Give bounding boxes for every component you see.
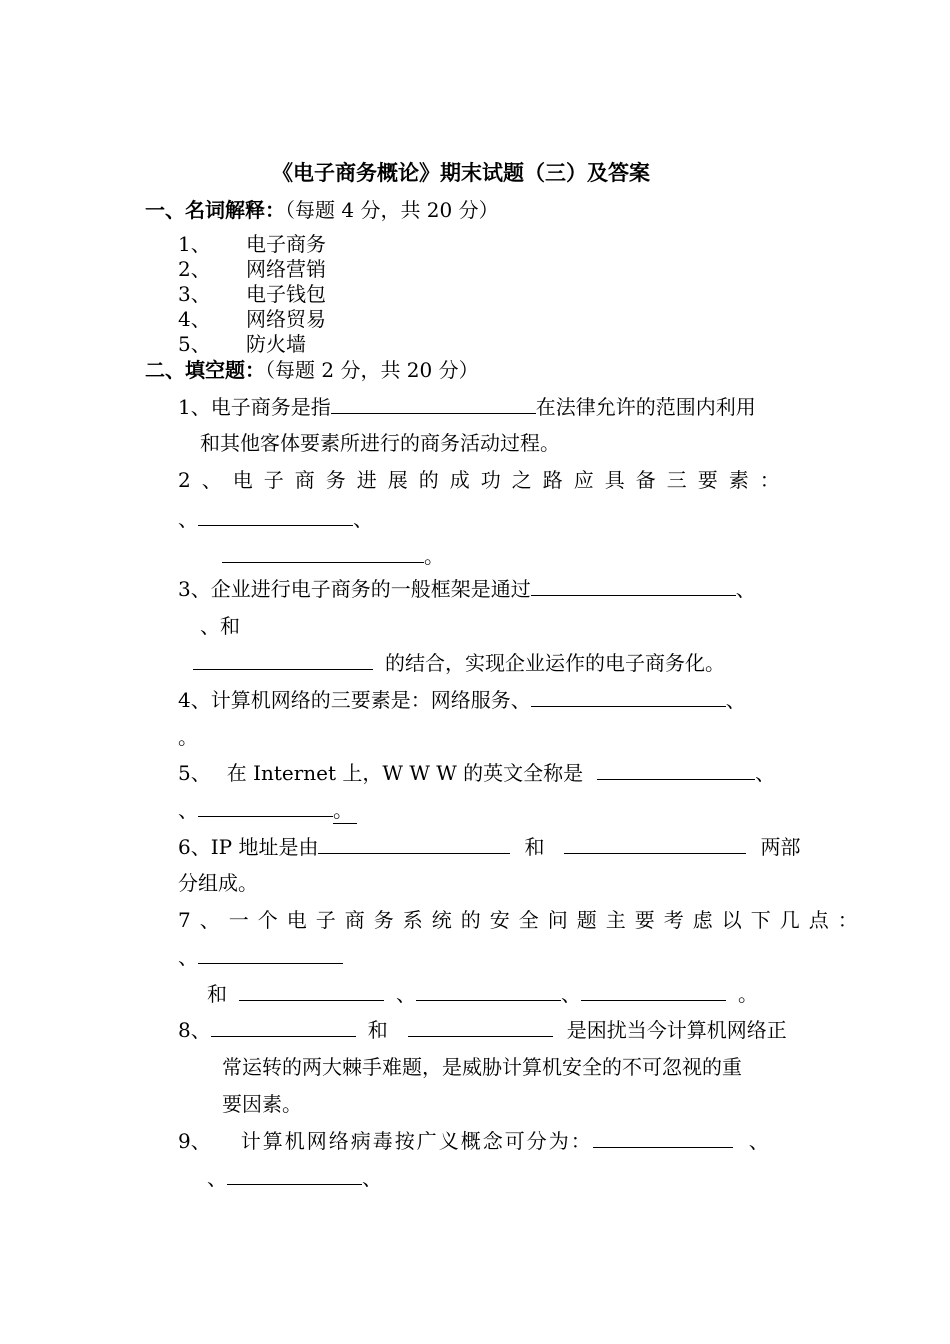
- answer-blank[interactable]: [239, 982, 384, 1001]
- item-number: 1、: [178, 232, 211, 256]
- answer-blank[interactable]: [416, 982, 561, 1001]
- question-7-line-1: 7、一个电子商务系统的安全问题主要考虑以下几点：: [178, 908, 867, 932]
- question-9-line-1: 9、 计算机网络病毒按广义概念可分为： 、: [178, 1129, 769, 1153]
- answer-blank[interactable]: [198, 945, 343, 964]
- item-term: 电子钱包: [246, 282, 326, 306]
- question-5-line-2: 、 。: [178, 797, 357, 824]
- item-number: 3、: [178, 282, 211, 306]
- question-8-line-3: 要因素。: [222, 1092, 302, 1116]
- answer-blank[interactable]: [198, 507, 353, 526]
- section1-note: （每题 4 分，共 20 分）: [285, 198, 499, 222]
- answer-blank[interactable]: [222, 544, 424, 563]
- section1-heading: 一、名词解释：: [145, 198, 285, 222]
- answer-blank[interactable]: [581, 982, 726, 1001]
- question-3-line-3: 的结合，实现企业运作的电子商务化。: [193, 650, 725, 676]
- item-term: 网络贸易: [246, 307, 326, 331]
- section1-heading-line: [145, 197, 499, 223]
- answer-blank[interactable]: [597, 761, 755, 780]
- list-item: [178, 256, 326, 282]
- list-item: [178, 231, 326, 257]
- question-7-line-3: 和 、 、 。: [207, 982, 758, 1006]
- list-item: [178, 281, 326, 307]
- answer-blank[interactable]: [331, 395, 536, 414]
- question-8-line-2: 常运转的两大棘手难题，是威胁计算机安全的不可忽视的重: [222, 1055, 742, 1079]
- list-item: [178, 331, 306, 357]
- question-3-line-2: 、和: [200, 614, 240, 638]
- section2-heading: 二、填空题：: [145, 358, 265, 382]
- item-number: 4、: [178, 307, 211, 331]
- question-5-line-1: 5、 在 Internet 上，W W W 的英文全称是 、: [178, 761, 776, 785]
- item-term: 电子商务: [246, 232, 326, 256]
- question-4-line-2: 。: [178, 725, 198, 749]
- page-title: 《电子商务概论》期末试题（三）及答案: [272, 161, 650, 185]
- question-2-line-2: 、 、: [178, 507, 373, 531]
- answer-blank[interactable]: [227, 1166, 362, 1185]
- question-6-line-1: 6、IP 地址是由 和 两部: [178, 835, 801, 859]
- question-6-line-2: 分组成。: [178, 871, 258, 895]
- question-2-line-1: 2、电子商务进展的成功之路应具备三要素：: [178, 468, 791, 492]
- question-8-line-1: 8、 和 是困扰当今计算机网络正: [178, 1018, 787, 1042]
- question-1-line-1: 1、电子商务是指 在法律允许的范围内利用: [178, 395, 756, 419]
- question-1-line-2: 和其他客体要素所进行的商务活动过程。: [200, 431, 560, 455]
- question-3-line-1: 3、企业进行电子商务的一般框架是通过 、: [178, 577, 756, 601]
- item-number: 2、: [178, 257, 211, 281]
- question-2-line-3: 。: [222, 543, 444, 569]
- answer-blank[interactable]: [318, 835, 510, 854]
- answer-blank[interactable]: [408, 1018, 553, 1037]
- section2-note: （每题 2 分，共 20 分）: [265, 358, 479, 382]
- item-number: 5、: [178, 332, 211, 356]
- answer-blank[interactable]: [211, 1018, 356, 1037]
- section2-heading-line: [145, 357, 479, 383]
- question-7-line-2: 、: [178, 944, 343, 970]
- answer-blank[interactable]: [198, 798, 333, 817]
- question-4-line-1: 4、计算机网络的三要素是：网络服务、 、: [178, 688, 746, 712]
- question-9-line-2: 、 、: [207, 1166, 382, 1190]
- answer-blank[interactable]: [593, 1129, 733, 1148]
- list-item: [178, 306, 326, 332]
- item-term: 防火墙: [246, 332, 306, 356]
- item-term: 网络营销: [246, 257, 326, 281]
- answer-blank[interactable]: [531, 688, 726, 707]
- answer-blank[interactable]: [193, 651, 373, 670]
- answer-blank[interactable]: [564, 835, 746, 854]
- answer-blank[interactable]: [531, 577, 736, 596]
